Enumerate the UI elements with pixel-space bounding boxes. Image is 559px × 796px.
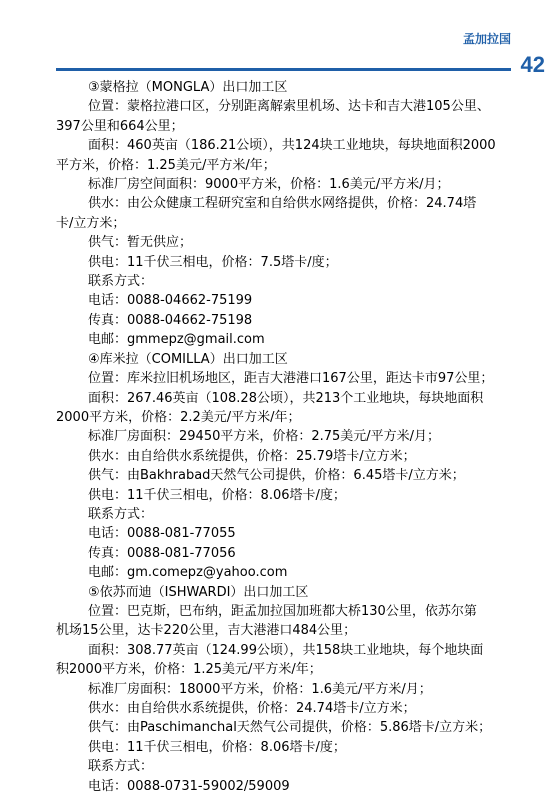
text-line: 机场15公里，达卡220公里，吉大港港口484公里； (56, 623, 357, 639)
phone-line: 电话：0088-081-77055 (88, 526, 236, 542)
text-line: 供气：由Paschimanchal天然气公司提供，价格：5.86塔卡/立方米； (88, 720, 492, 736)
text-line: 397公里和664公里； (56, 118, 184, 134)
text-line: 标准厂房空间面积：9000平方米，价格：1.6美元/平方米/月； (88, 177, 450, 193)
text-line: 面积：308.77英亩（124.99公顷），共158块工业地块，每个地块面 (88, 642, 484, 658)
section-heading: ④库米拉（COMILLA）出口加工区 (88, 351, 288, 367)
text-line: 位置：巴克斯，巴布纳，距孟加拉国加班都大桥130公里，依苏尔第 (88, 603, 477, 619)
section-heading: ⑤依苏而迪（ISHWARDI）出口加工区 (88, 584, 309, 600)
text-line: 供电：11千伏三相电，价格：7.5塔卡/度； (88, 254, 338, 270)
text-line: 位置：蒙格拉港口区，分别距离解索里机场、达卡和吉大港105公里、 (88, 99, 490, 115)
text-line: 供气：暂无供应； (88, 235, 193, 251)
text-line: 供气：由Bakhrabad天然气公司提供，价格：6.45塔卡/立方米； (88, 468, 465, 484)
text-line: 2000平方米，价格：2.2美元/平方米/年； (56, 409, 301, 425)
text-line: 标准厂房面积：29450平方米，价格：2.75美元/平方米/月； (88, 429, 441, 445)
text-line: 位置：库米拉旧机场地区，距吉大港港口167公里，距达卡市97公里； (88, 371, 494, 387)
text-line: 供电：11千伏三相电，价格：8.06塔卡/度； (88, 739, 346, 755)
text-line: 联系方式： (88, 759, 154, 775)
phone-line: 电话：0088-0731-59002/59009 (88, 778, 290, 794)
email-line: 电邮：gmmepz@gmail.com (88, 332, 265, 348)
running-header-country: 孟加拉国 (462, 32, 511, 46)
text-line: 供水：由自给供水系统提供，价格：25.79塔卡/立方米； (88, 448, 416, 464)
text-line: 标准厂房面积：18000平方米，价格：1.6美元/平方米/月； (88, 681, 432, 697)
page-body (56, 78, 502, 796)
header-rule (56, 68, 511, 71)
text-line: 联系方式： (88, 274, 154, 290)
email-line: 电邮：gm.comepz@yahoo.com (88, 565, 288, 581)
text-line: 面积：460英亩（186.21公顷），共124块工业地块，每块地面积2000 (88, 138, 496, 154)
text-line: 面积：267.46英亩（108.28公顷），共213个工业地块，每块地面积 (88, 390, 484, 406)
phone-line: 电话：0088-04662-75199 (88, 293, 253, 309)
text-line: 供电：11千伏三相电，价格：8.06塔卡/度； (88, 487, 346, 503)
page-number: 42 (520, 52, 545, 77)
text-line: 供水：由公众健康工程研究室和自给供水网络提供，价格：24.74塔 (88, 196, 477, 212)
text-line: 供水：由自给供水系统提供，价格：24.74塔卡/立方米； (88, 701, 416, 716)
fax-line: 传真：0088-04662-75198 (88, 312, 253, 328)
text-line: 平方米，价格：1.25美元/平方米/年； (56, 157, 276, 173)
text-line: 联系方式： (88, 506, 154, 522)
section-heading: ③蒙格拉（MONGLA）出口加工区 (88, 80, 288, 95)
text-line: 积2000平方米，价格：1.25美元/平方米/年； (56, 662, 322, 678)
text-line: 卡/立方米； (56, 215, 126, 231)
fax-line: 传真：0088-081-77056 (88, 545, 236, 561)
